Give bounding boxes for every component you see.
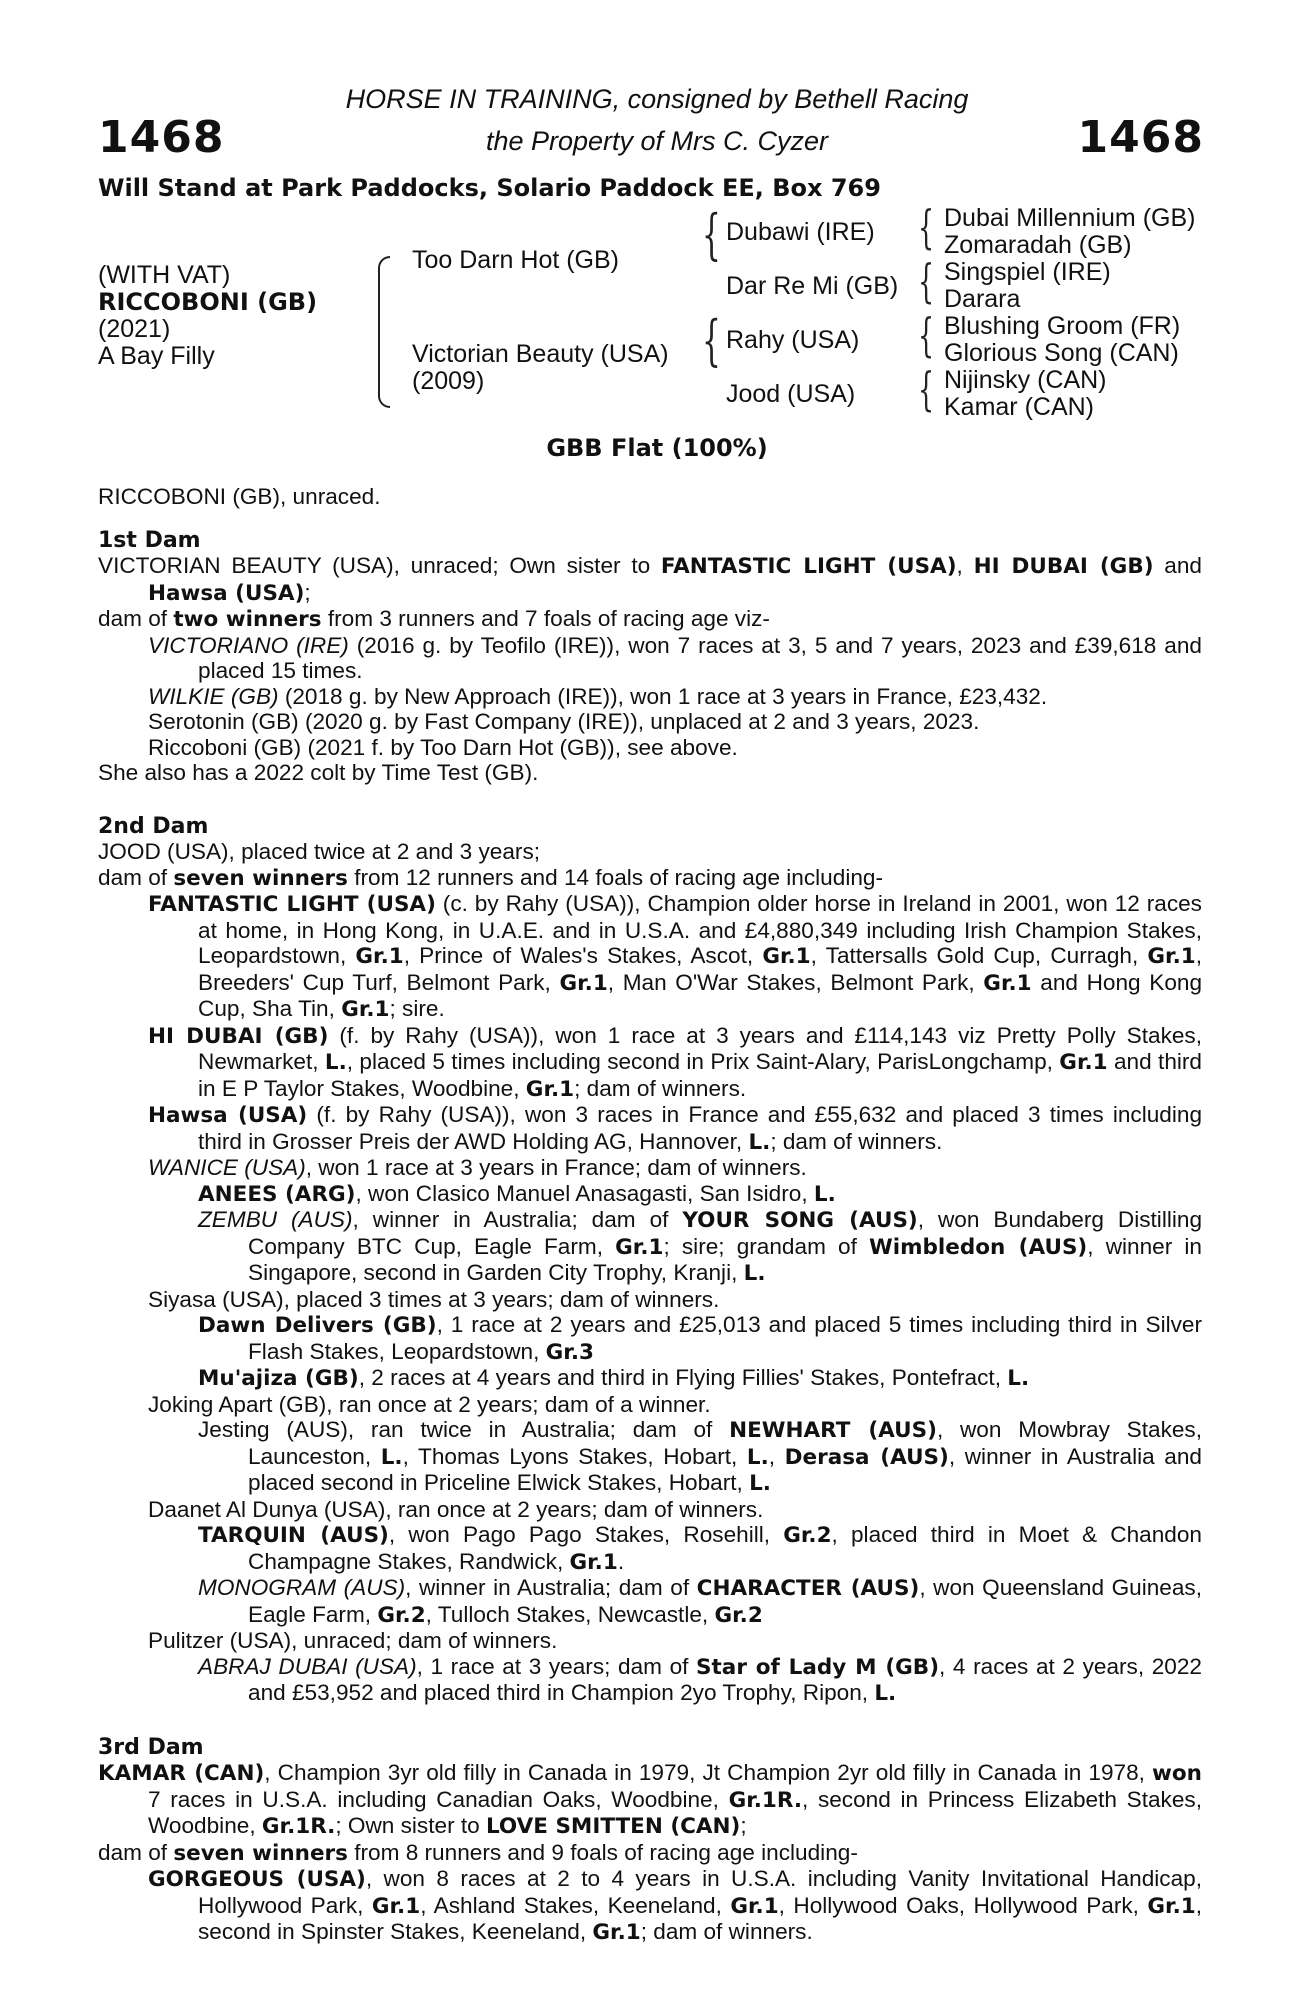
horse-description: A Bay Filly [98, 342, 215, 370]
produce-entry: HI DUBAI (GB) (f. by Rahy (USA)), won 1 race at 3 years and £114,143 viz Pretty Polly Stakes, Newmarket, L., placed 5 times including second in Prix Saint-Alary, ParisLongchamp, Gr.1 and third in E P Taylor Stakes, Woodbine, Gr.1; dam of winners. [148, 1022, 1203, 1102]
property-line: the Property of Mrs C. Cyzer [485, 126, 829, 156]
dam-dam: Jood (USA) [726, 380, 856, 408]
dam-year: (2009) [412, 367, 485, 395]
produce-entry: WANICE (USA), won 1 race at 3 years in France; dam of winners. [148, 1155, 807, 1180]
lot-number-left: 1468 [98, 112, 225, 163]
second-dam-produce-summary: dam of seven winners from 12 runners and 14 foals of racing age including- [98, 864, 883, 891]
produce-entry: GORGEOUS (USA), won 8 races at 2 to 4 years in U.S.A. including Vanity Invitational Handicap, Hollywood Park, Gr.1, Ashland Stakes, Keeneland, Gr.1, Hollywood Oaks, Hollywood Park, Gr.1, second in Spinster Stakes, Keeneland, Gr.1; dam of winners. [148, 1866, 1202, 1945]
lot-number-right: 1468 [1077, 112, 1204, 163]
produce-entry: Siyasa (USA), placed 3 times at 3 years; dam of winners. [148, 1286, 720, 1312]
first-dam-heading: 1st Dam [98, 527, 201, 553]
produce-entry: Pulitzer (USA), unraced; dam of winners. [148, 1628, 558, 1653]
ancestor-4: Darara [944, 285, 1021, 313]
dam-sire: Rahy (USA) [726, 326, 860, 354]
sire-sire: Dubawi (IRE) [726, 218, 875, 246]
stand-location: Will Stand at Park Paddocks, Solario Paddock EE, Box 769 [98, 174, 881, 202]
dam: Victorian Beauty (USA) [412, 340, 669, 368]
vat-label: (WITH VAT) [98, 261, 231, 289]
ancestor-1: Dubai Millennium (GB) [944, 204, 1196, 232]
third-dam-line: KAMAR (CAN), Champion 3yr old filly in Canada in 1979, Jt Champion 2yr old filly in Canada in 1978, won 7 races in U.S.A. including Canadian Oaks, Woodbine, Gr.1R., second in Princess Elizabeth Stakes, Woodbine, Gr.1R.; Own sister to LOVE SMITTEN (CAN); [98, 1760, 1202, 1839]
produce-entry: ZEMBU (AUS), winner in Australia; dam of YOUR SONG (AUS), won Bundaberg Distilling Company BTC Cup, Eagle Farm, Gr.1; sire; grandam of Wimbledon (AUS), winner in Singapore, second in Garden City Trophy, Kranji, L. [198, 1207, 1203, 1286]
produce-entry: ABRAJ DUBAI (USA), 1 race at 3 years; dam of Star of Lady M (GB), 4 races at 2 years, 2022 and £53,952 and placed third in Champion 2yo Trophy, Ripon, L. [198, 1653, 1202, 1706]
ancestor-5: Blushing Groom (FR) [944, 312, 1181, 340]
produce-entry: MONOGRAM (AUS), winner in Australia; dam of CHARACTER (AUS), won Queensland Guineas, Eagle Farm, Gr.2, Tulloch Stakes, Newcastle, Gr.2 [198, 1575, 1203, 1628]
first-dam-line: VICTORIAN BEAUTY (USA), unraced; Own sister to FANTASTIC LIGHT (USA), HI DUBAI (GB) and Hawsa (USA); [98, 553, 1202, 606]
horse-name: RICCOBONI (GB) [98, 288, 318, 316]
produce-entry: Jesting (AUS), ran twice in Australia; dam of NEWHART (AUS), won Mowbray Stakes, Launceston, L., Thomas Lyons Stakes, Hobart, L., Derasa (AUS), winner in Australia and placed second in Priceline Elwick Stakes, Hobart, L. [198, 1417, 1203, 1496]
produce-entry: FANTASTIC LIGHT (USA) (c. by Rahy (USA)), Champion older horse in Ireland in 2001, won 12 races at home, in Hong Kong, in U.A.E. and in U.S.A. and £4,880,349 including Irish Champion Stakes, Leopardstown, Gr.1, Prince of Wales's Stakes, Ascot, Gr.1, Tattersalls Gold Cup, Curragh, Gr.1, Breeders' Cup Turf, Belmont Park, Gr.1, Man O'War Stakes, Belmont Park, Gr.1 and Hong Kong Cup, Sha Tin, Gr.1; sire. [148, 891, 1203, 1022]
second-dam-line: JOOD (USA), placed twice at 2 and 3 years; [98, 839, 541, 864]
ancestor-2: Zomaradah (GB) [944, 231, 1132, 259]
pedigree-brace-g4: { [918, 362, 935, 416]
sire-dam: Dar Re Mi (GB) [726, 272, 899, 300]
third-dam-produce-summary: dam of seven winners from 8 runners and 9 foals of racing age including- [98, 1839, 858, 1866]
rating-line: GBB Flat (100%) [546, 434, 768, 462]
second-dam-heading: 2nd Dam [98, 813, 209, 839]
produce-entry: Riccoboni (GB) (2021 f. by Too Darn Hot (GB)), see above. [148, 734, 738, 760]
catalogue-body [98, 484, 1202, 1946]
pedigree-brace-dam: { [702, 309, 721, 372]
consignor-line: HORSE IN TRAINING, consigned by Bethell Racing [345, 84, 969, 114]
first-dam-produce-summary: dam of two winners from 3 runners and 7 foals of racing age viz- [98, 606, 770, 632]
third-dam-heading: 3rd Dam [98, 1734, 204, 1760]
pedigree-brace-sire: { [702, 203, 721, 266]
produce-entry: VICTORIANO (IRE) (2016 g. by Teofilo (IRE)), won 7 races at 3, 5 and 7 years, 2023 and £39,618 and placed 15 times. [148, 632, 1202, 683]
produce-entry: Mu'ajiza (GB), 2 races at 4 years and third in Flying Fillies' Stakes, Pontefract, L. [198, 1365, 1030, 1391]
produce-entry: Daanet Al Dunya (USA), ran once at 2 years; dam of winners. [148, 1496, 764, 1522]
produce-entry: Hawsa (USA) (f. by Rahy (USA)), won 3 races in France and £55,632 and placed 3 times including third in Grosser Preis der AWD Holding AG, Hannover, L.; dam of winners. [148, 1102, 1203, 1155]
ancestor-3: Singspiel (IRE) [944, 258, 1111, 286]
pedigree-brace-g3: { [918, 308, 935, 362]
ancestor-6: Glorious Song (CAN) [944, 339, 1179, 367]
ancestor-8: Kamar (CAN) [944, 393, 1095, 421]
produce-entry: ANEES (ARG), won Clasico Manuel Anasagasti, San Isidro, L. [198, 1180, 836, 1207]
pedigree-brace-g2: { [918, 254, 935, 308]
produce-entry: TARQUIN (AUS), won Pago Pago Stakes, Rosehill, Gr.2, placed third in Moet & Chandon Champagne Stakes, Randwick, Gr.1. [198, 1522, 1202, 1575]
produce-entry: Joking Apart (GB), ran once at 2 years; dam of a winner. [148, 1391, 711, 1417]
produce-entry: Dawn Delivers (GB), 1 race at 2 years and £25,013 and placed 5 times including third in Silver Flash Stakes, Leopardstown, Gr.3 [198, 1312, 1202, 1365]
pedigree-brace-main [378, 256, 390, 408]
sire: Too Darn Hot (GB) [412, 246, 620, 274]
intro-line: RICCOBONI (GB), unraced. [98, 484, 381, 509]
produce-note: She also has a 2022 colt by Time Test (GB). [98, 760, 539, 785]
produce-entry: Serotonin (GB) (2020 g. by Fast Company (IRE)), unplaced at 2 and 3 years, 2023. [148, 709, 980, 734]
produce-entry: WILKIE (GB) (2018 g. by New Approach (IRE)), won 1 race at 3 years in France, £23,432. [148, 683, 1048, 709]
ancestor-7: Nijinsky (CAN) [944, 366, 1107, 394]
pedigree-brace-g1: { [918, 200, 935, 254]
horse-year: (2021) [98, 315, 171, 343]
